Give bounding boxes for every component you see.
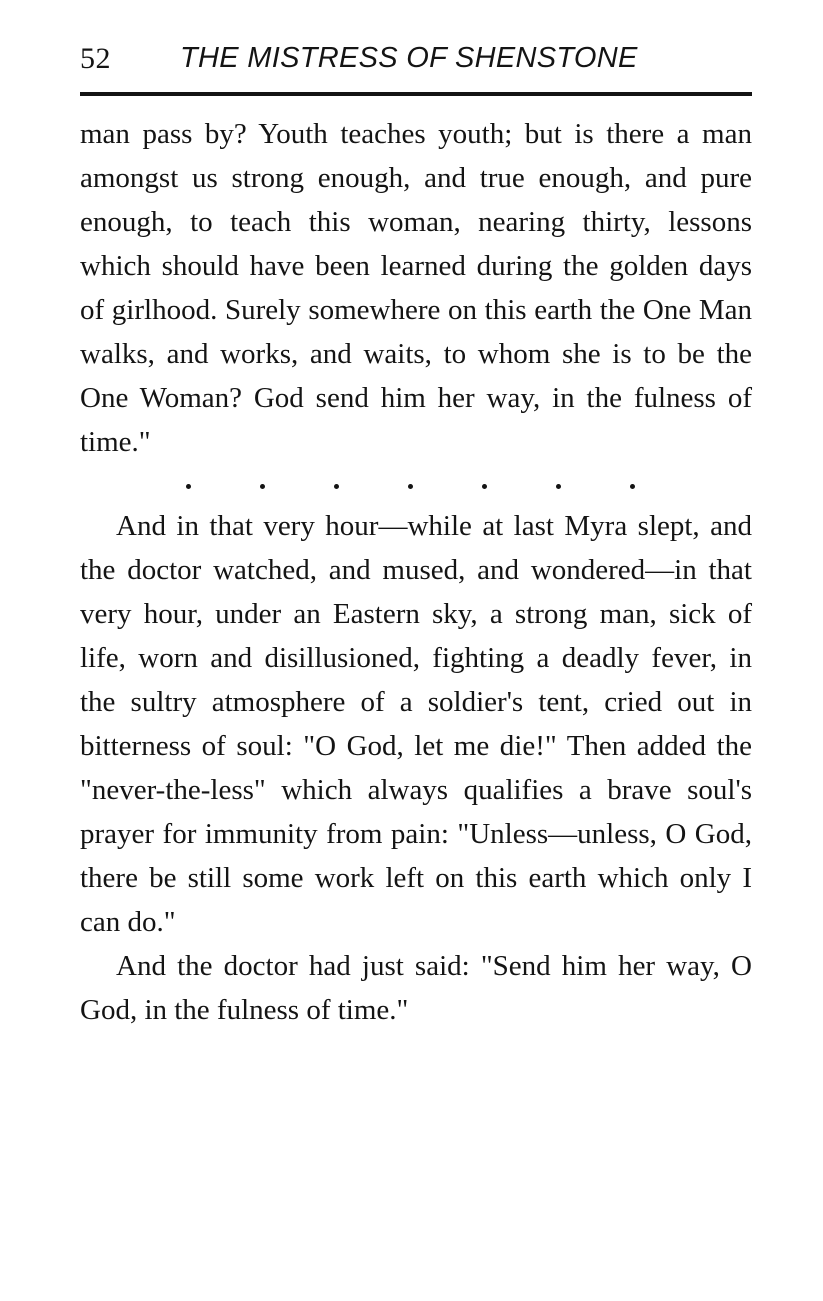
paragraph: And in that very hour—while at last Myra slept, and the doctor watched, and mused, and wondered—in that very hour, under an Eastern sky, a strong man, sick of life, worn and disillusioned, fighting a deadly fever, in the sultry atmosphere of a soldier's tent, cried out in bitterness of soul: "O God, let me die!" Then added the "never-the-less" which always qualifies a brave soul's prayer for immunity from pain: "Unless—unless, O God, there be still some work left on this earth which only I can do." [80,510,752,938]
section-break-dot [630,484,635,489]
section-break-dot [186,484,191,489]
page-number: 52 [80,42,111,75]
section-break-dot [260,484,265,489]
section-break-dot [334,484,339,489]
header-rule [80,92,752,96]
running-head [80,40,752,84]
body-text [80,112,752,1032]
paragraph-continued: man pass by? Youth teaches youth; but is there a man amongst us strong enough, and true enough, and pure enough, to teach this woman, nearing thirty, lessons which should have been learned during the golden days of girlhood. Surely somewhere on this earth the One Man walks, and works, and waits, to whom she is to be the One Woman? God send him her way, in the fulness of time." [80,118,752,458]
paragraph: And the doctor had just said: "Send him her way, O God, in the fulness of time." [80,950,752,1026]
section-break-dot [408,484,413,489]
running-title: THE MISTRESS OF SHENSTONE [180,42,638,74]
section-break-dot [482,484,487,489]
section-break [80,464,752,504]
section-break-dot [556,484,561,489]
